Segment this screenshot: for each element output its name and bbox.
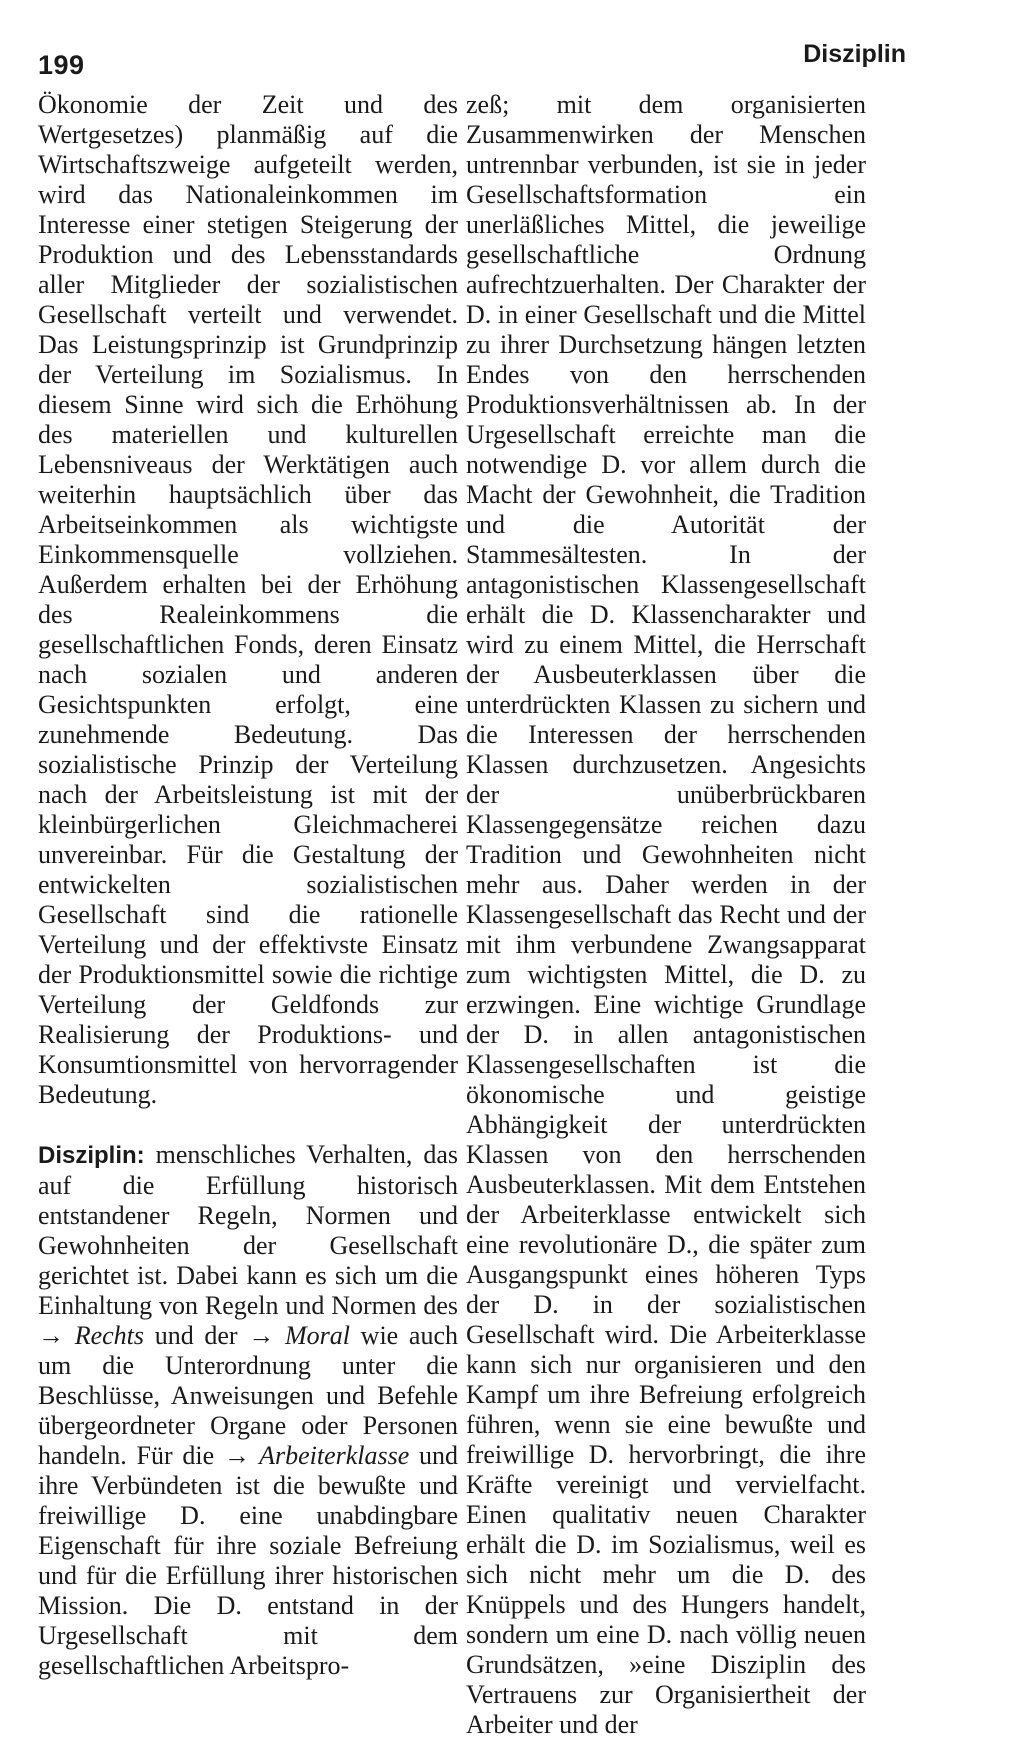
cross-reference-arrow-icon: → — [248, 1321, 275, 1350]
left-column — [38, 90, 458, 1681]
entry-text-part: und der — [144, 1321, 249, 1350]
cross-reference-moral[interactable]: Moral — [274, 1321, 350, 1350]
right-column-paragraph: zeß; mit dem organisierten Zusammenwirken der Menschen untrennbar verbunden, ist sie in jeder Gesellschaftsformation ein unerläßliches Mittel, die jeweilige gesellschaftliche Ordnung aufrechtzuerhalten. Der Charakter der D. in einer Gesellschaft und die Mittel zu ihrer Durchsetzung hängen letzten Endes von den herrschenden Produktionsverhältnissen ab. In der Urgesellschaft erreichte man die notwendige D. vor allem durch die Macht der Gewohnheit, die Tradition und die Autorität der Stammesältesten. In der antagonistischen Klassengesellschaft erhält die D. Klassencharakter und wird zu einem Mittel, die Herrschaft der Ausbeuterklassen über die unterdrückten Klassen zu sichern und die Interessen der herrschenden Klassen durchzusetzen. Angesichts der unüberbrückbaren Klassengegensätze reichen dazu Tradition und Gewohnheiten nicht mehr aus. Daher werden in der Klassengesellschaft das Recht und der mit ihm verbundene Zwangsapparat zum wichtigsten Mittel, die D. zu erzwingen. Eine wichtige Grundlage der D. in allen antagonistischen Klassengesellschaften ist die ökonomische und geistige Abhängigkeit der unterdrückten Klassen von den herrschenden Ausbeuterklassen. Mit dem Entstehen der Arbeiterklasse entwickelt sich eine revolutionäre D., die später zum Ausgangspunkt eines höheren Typs der D. in der sozialistischen Gesellschaft wird. Die Arbeiterklasse kann sich nur organisieren und den Kampf um ihre Befreiung erfolgreich führen, wenn sie eine bewußte und freiwillige D. hervorbringt, die ihre Kräfte vereinigt und vervielfacht. Einen qualitativ neuen Charakter erhält die D. im Sozialismus, weil es sich nicht mehr um die D. des Knüppels und des Hungers handelt, sondern um eine D. nach völlig neuen Grundsätzen, »eine Disziplin des Vertrauens zur Organisiertheit der Arbeiter und der — [466, 90, 866, 1739]
cross-reference-arrow-icon: → — [223, 1441, 250, 1470]
entry-text-part: und ihre Verbündeten ist die bewußte und freiwillige D. eine unabdingbare Eigenschaft für ihre soziale Befreiung und für die Erfüllung ihrer historischen Mission. Die D. entstand in der Urgesellschaft mit dem gesellschaftlichen Arbeitspro- — [38, 1441, 458, 1680]
page-number: 199 — [38, 50, 85, 80]
cross-reference-rechts[interactable]: Rechts — [64, 1321, 144, 1350]
entry-text-part: menschliches Verhalten, das auf die Erfüllung historisch entstandener Regeln, Normen und Gewohnheiten der Gesellschaft gerichtet ist. Dabei kann es sich um die Einhaltung von Regeln und Normen des — [38, 1140, 458, 1320]
cross-reference-arrow-icon: → — [38, 1321, 64, 1350]
entry-text-part: wie auch um die Unterordnung unter die Beschlüsse, Anweisungen und Befehle übergeordneter Organe oder Personen handeln. Für die — [38, 1321, 458, 1470]
dictionary-entry — [38, 1140, 458, 1681]
running-head: Disziplin — [803, 40, 906, 68]
cross-reference-arbeiterklasse[interactable]: Arbeiterklasse — [249, 1441, 410, 1470]
continued-paragraph: Ökonomie der Zeit und des Wertgesetzes) planmäßig auf die Wirtschaftszweige aufgeteilt werden, wird das Nationaleinkommen im Interesse einer stetigen Steigerung der Produktion und des Lebensstandards aller Mitglieder der sozialistischen Gesellschaft verteilt und verwendet. Das Leistungsprinzip ist Grundprinzip der Verteilung im Sozialismus. In diesem Sinne wird sich die Erhöhung des materiellen und kulturellen Lebensniveaus der Werktätigen auch weiterhin hauptsächlich über das Arbeitseinkommen als wichtigste Einkommensquelle vollziehen. Außerdem erhalten bei der Erhöhung des Realeinkommens die gesellschaftlichen Fonds, deren Einsatz nach sozialen und anderen Gesichtspunkten erfolgt, eine zunehmende Bedeutung. Das sozialistische Prinzip der Verteilung nach der Arbeitsleistung ist mit der kleinbürgerlichen Gleichmacherei unvereinbar. Für die Gestaltung der entwickelten sozialistischen Gesellschaft sind die rationelle Verteilung und der effektivste Einsatz der Produktionsmittel sowie die richtige Verteilung der Geldfonds zur Realisierung der Produktions- und Konsumtionsmittel von hervorragender Bedeutung. — [38, 90, 458, 1109]
right-column — [466, 90, 866, 1740]
entry-headword: Disziplin: — [38, 1142, 145, 1169]
